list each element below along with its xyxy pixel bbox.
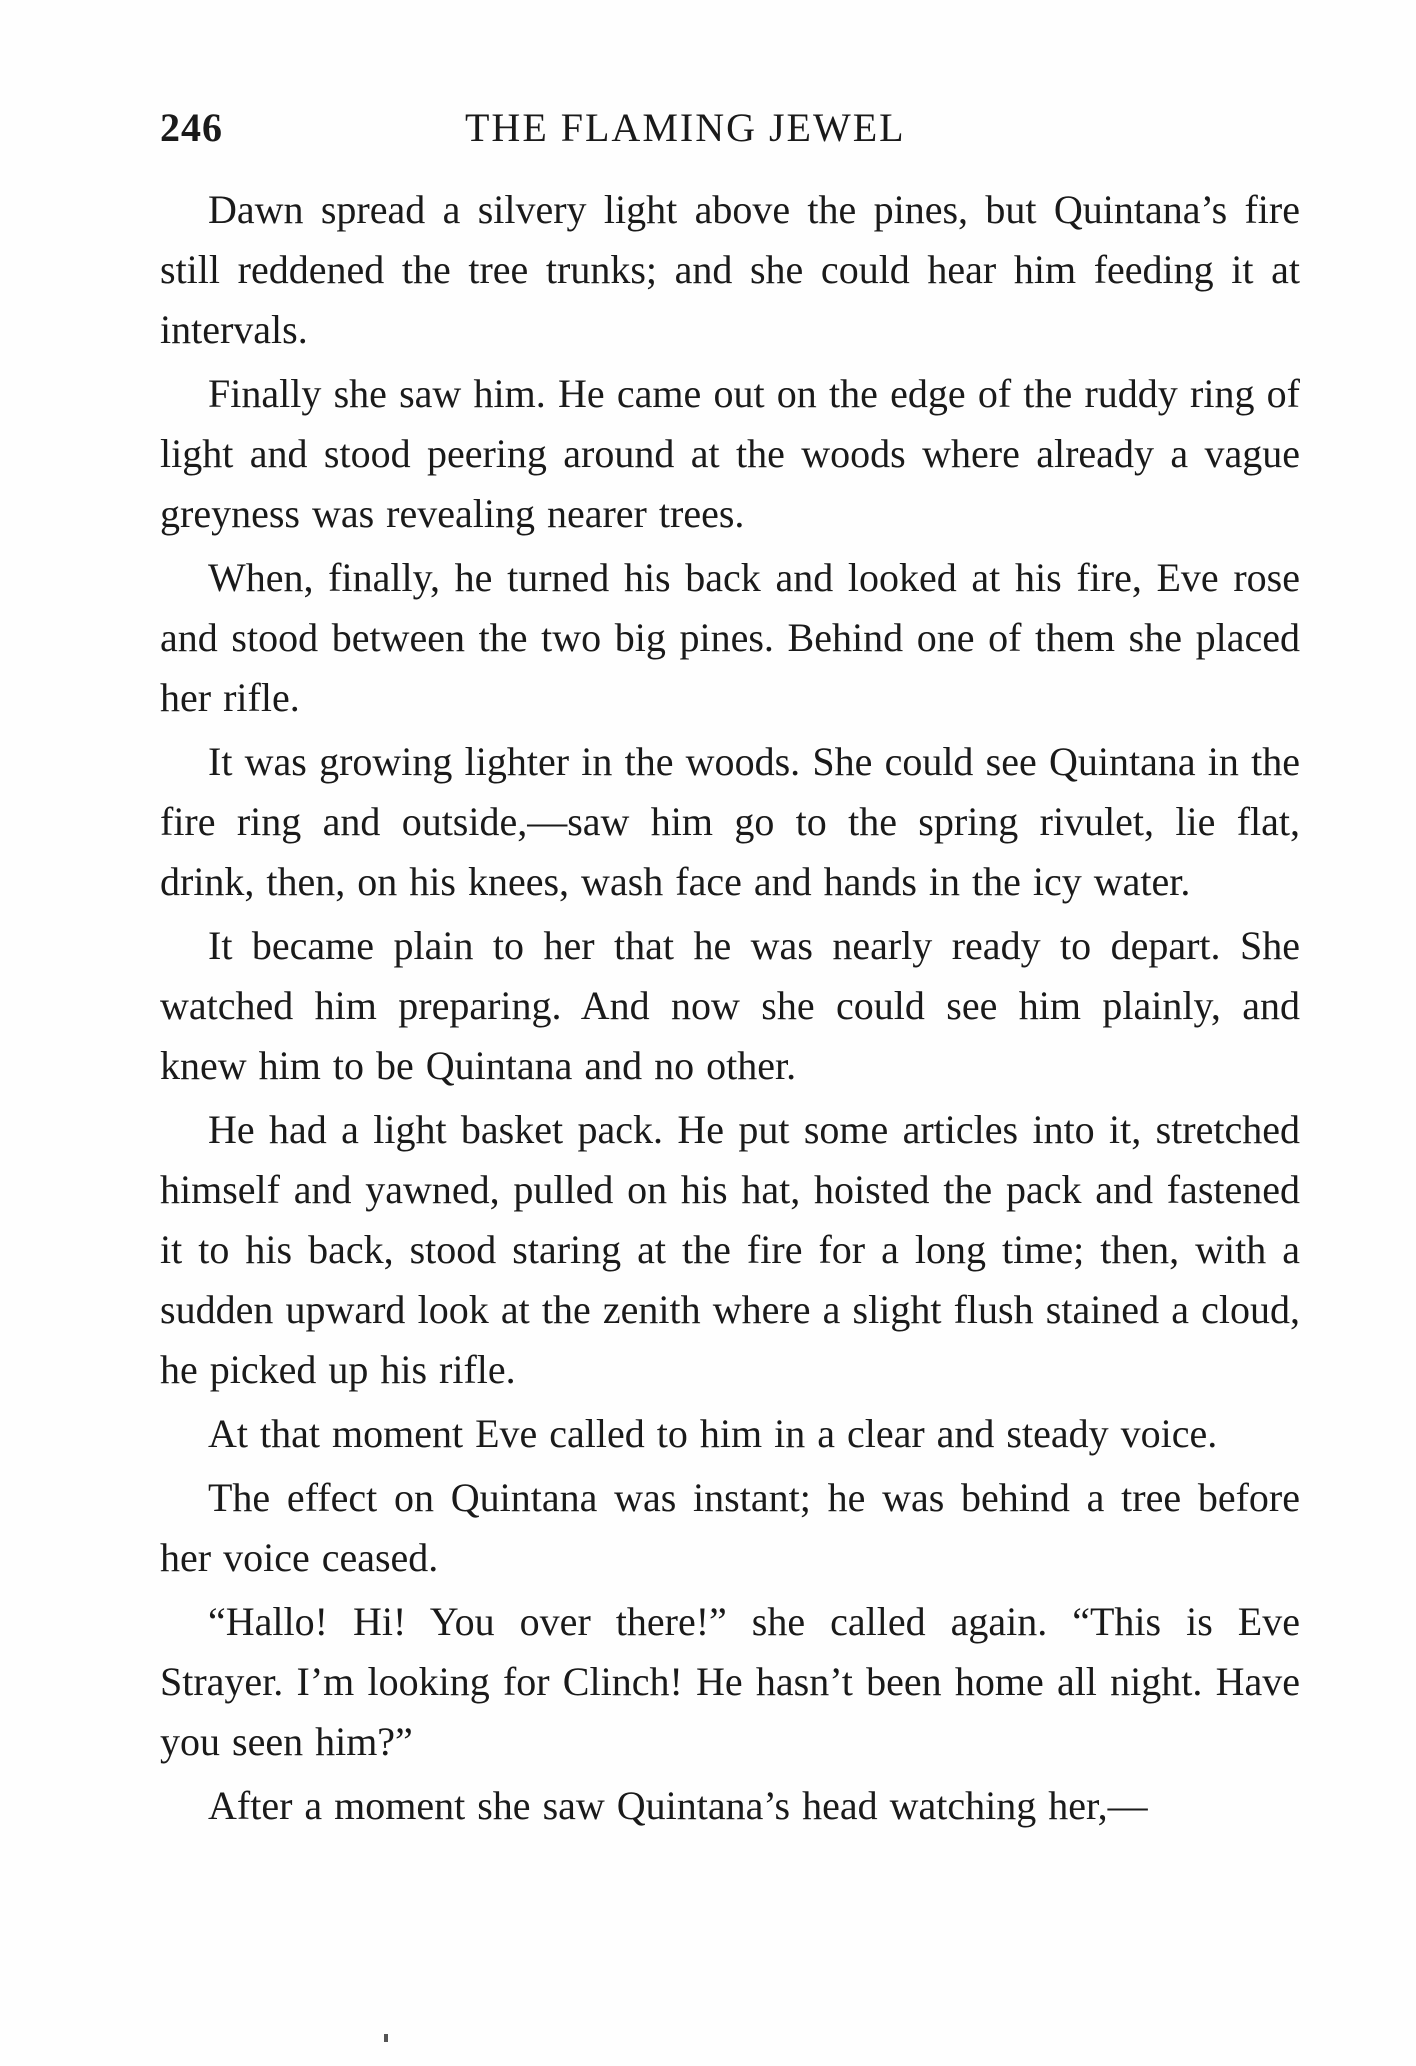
paragraph: Finally she saw him. He came out on the edge of the ruddy ring of light and stood peering around at the woods where already a vague greyness was revealing nearer trees. [160,371,1300,536]
paragraph: Dawn spread a silvery light above the pines, but Quintana’s fire still reddened the tree trunks; and she could hear him feeding it at intervals. [160,187,1300,352]
paragraph: The effect on Quintana was instant; he was behind a tree before her voice ceased. [160,1475,1300,1580]
paragraph: He had a light basket pack. He put some articles into it, stretched himself and yawned, pulled on his hat, hoisted the pack and fastened it to his back, stood staring at the fire for a long time; then, with a sudden upward look at the zenith where a slight flush stained a cloud, he picked up his rifle. [160,1107,1300,1392]
paragraph: It was growing lighter in the woods. She could see Quintana in the fire ring and outside,—saw him go to the spring rivulet, lie flat, drink, then, on his knees, wash face and hands in the icy water. [160,739,1300,904]
page-number: 246 [160,105,223,150]
print-speck [384,2034,388,2042]
paragraph: “Hallo! Hi! You over there!” she called again. “This is Eve Strayer. I’m looking for Clinch! He hasn’t been home all night. Have you seen him?” [160,1599,1300,1764]
paragraph: At that moment Eve called to him in a clear and steady voice. [208,1411,1218,1456]
paragraph: After a moment she saw Quintana’s head watching her,— [208,1783,1148,1828]
paragraph: When, finally, he turned his back and looked at his fire, Eve rose and stood between the two big pines. Behind one of them she placed her rifle. [160,555,1300,720]
page-header [160,104,1300,154]
body-text [160,180,1300,1840]
running-title: THE FLAMING JEWEL [465,105,906,150]
paragraph: It became plain to her that he was nearly ready to depart. She watched him preparing. And now she could see him plainly, and knew him to be Quintana and no other. [160,923,1300,1088]
